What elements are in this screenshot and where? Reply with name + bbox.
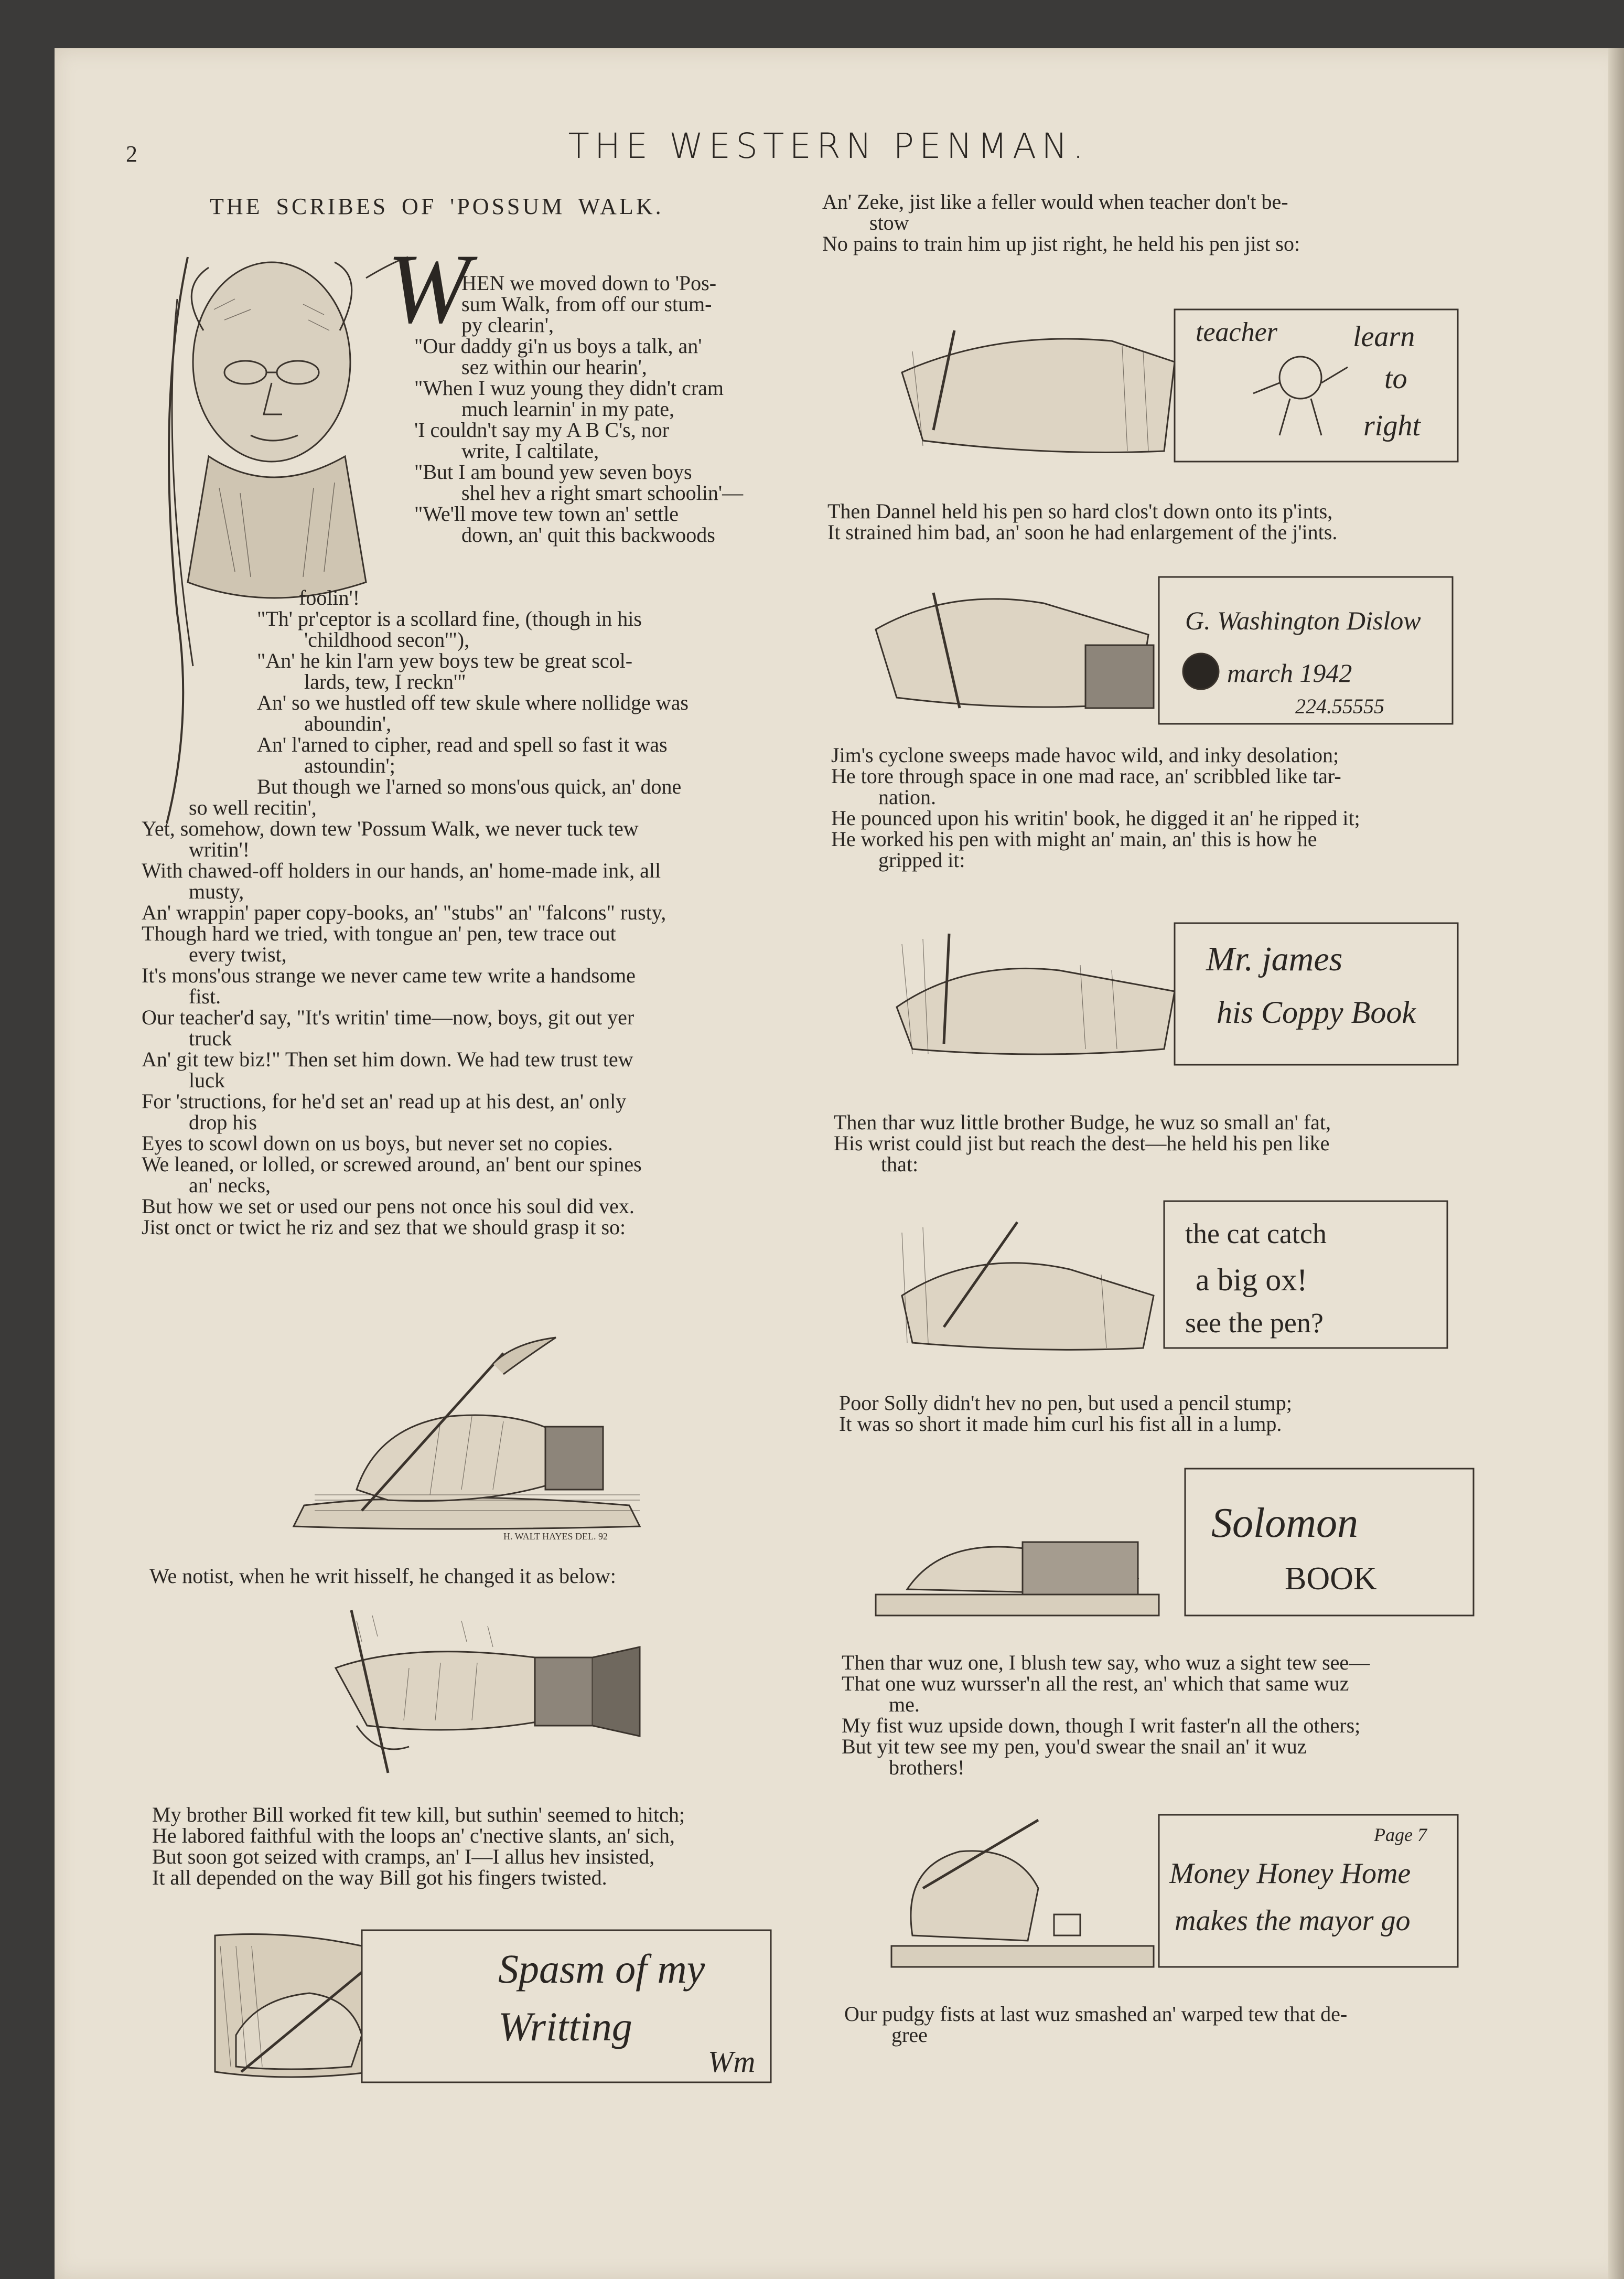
verse-line: an' necks,: [189, 1173, 271, 1197]
zeke-copy-3: to: [1384, 362, 1407, 395]
budge-copy-3: see the pen?: [1185, 1307, 1324, 1339]
zeke-copy-1: teacher: [1196, 317, 1277, 347]
verse-line: truck: [189, 1026, 232, 1050]
verse-line: shel hev a right smart schoolin'—: [461, 481, 744, 505]
verse-line: But soon got seized with cramps, an' I—I allus hev insisted,: [152, 1845, 655, 1868]
verse-line: Though hard we tried, with tongue an' pen, tew trace out: [142, 922, 616, 945]
dannel-verse: [827, 501, 1520, 543]
article-title: THE SCRIBES OF 'POSSUM WALK.: [210, 194, 664, 219]
solly-grip-illustration: [865, 1463, 1484, 1621]
verse-line: fist.: [189, 985, 221, 1008]
me-copy-page: Page 7: [1374, 1824, 1427, 1845]
teacher-own-grip-illustration: [304, 1600, 650, 1799]
jim-grip-illustration: [881, 913, 1468, 1070]
verse-line: My brother Bill worked fit tew kill, but suthin' seemed to hitch;: [152, 1803, 685, 1826]
jim-copy-1: Mr. james: [1206, 940, 1343, 978]
verse-line: Then thar wuz little brother Budge, he wuz so small an' fat,: [834, 1110, 1331, 1134]
verse-line: Then thar wuz one, I blush tew say, who wuz a sight tew see—: [842, 1651, 1370, 1674]
bill-copy-line1: Spasm of my: [498, 1946, 705, 1992]
verse-line: His wrist could jist but reach the dest—he held his pen like: [834, 1131, 1330, 1155]
verse-line: He labored faithful with the loops an' c'nective slants, an' sich,: [152, 1824, 675, 1847]
verse-line: Yet, somehow, down tew 'Possum Walk, we never tuck tew: [142, 817, 639, 840]
pudgy-verse: [844, 2004, 1521, 2046]
verse-line: An' l'arned to cipher, read and spell so fast it was: [257, 733, 668, 756]
left-column-verse: [142, 587, 823, 1238]
verse-line: foolin'!: [299, 586, 360, 609]
verse-line: An' git tew biz!" Then set him down. We had tew trust tew: [142, 1047, 633, 1071]
verse-line: py clearin',: [461, 313, 554, 337]
verse-line: nation.: [878, 785, 936, 809]
verse-line: 'childhood secon'"),: [304, 628, 470, 651]
blush-verse: [842, 1652, 1521, 1778]
verse-line: It was so short it made him curl his fist all in a lump.: [839, 1412, 1282, 1436]
verse-line: But yit tew see my pen, you'd swear the snail an' it wuz: [842, 1735, 1307, 1758]
verse-line: "We'll move tew town an' settle: [414, 502, 679, 526]
verse-line: It all depended on the way Bill got his fingers twisted.: [152, 1866, 607, 1889]
verse-line: It's mons'ous strange we never came tew write a handsome: [142, 964, 636, 987]
verse-line: With chawed-off holders in our hands, an' home-made ink, all: [142, 859, 661, 882]
verse-line: "An' he kin l'arn yew boys tew be great scol-: [257, 649, 633, 672]
dannel-grip-illustration: [865, 572, 1463, 729]
jim-verse: [831, 745, 1523, 871]
verse-line: writin'!: [189, 838, 250, 861]
verse-line: "When I wuz young they didn't cram: [414, 376, 724, 400]
page-edge-shadow: [1608, 48, 1624, 2279]
verse-line: Jim's cyclone sweeps made havoc wild, and inky desolation;: [831, 743, 1339, 767]
verse-line: drop his: [189, 1110, 257, 1134]
verse-line: "Our daddy gi'n us boys a talk, an': [414, 334, 702, 358]
verse-line: stow: [869, 211, 909, 234]
intro-verse: [414, 271, 818, 547]
bill-verse: [152, 1804, 834, 1888]
verse-line: "Th' pr'ceptor is a scollard fine, (though in his: [257, 607, 642, 630]
verse-line: He tore through space in one mad race, an' scribbled like tar-: [831, 764, 1341, 788]
solly-copy-2: BOOK: [1285, 1561, 1377, 1597]
verse-line: Our pudgy fists at last wuz smashed an' warped tew that de-: [844, 2002, 1348, 2026]
dannel-copy-2: march 1942: [1227, 658, 1352, 688]
verse-line: so well recitin',: [189, 796, 317, 819]
verse-line: HEN we moved down to 'Pos-: [461, 271, 717, 295]
budge-verse: [834, 1112, 1521, 1175]
verse-line: sum Walk, from off our stum-: [461, 292, 712, 316]
verse-line: Our teacher'd say, "It's writin' time—now, boys, git out yer: [142, 1005, 634, 1029]
verse-line: But how we set or used our pens not once his soul did vex.: [142, 1194, 634, 1218]
zeke-grip-illustration: [891, 299, 1468, 467]
budge-grip-illustration: [881, 1191, 1458, 1358]
verse-line: me.: [889, 1693, 920, 1716]
verse-line: Jist onct or twict he riz and sez that we should grasp it so:: [142, 1215, 626, 1239]
verse-line: every twist,: [189, 943, 287, 966]
verse-line: He pounced upon his writin' book, he digged it an' he ripped it;: [831, 806, 1360, 830]
verse-line: For 'structions, for he'd set an' read up at his dest, an' only: [142, 1089, 627, 1113]
verse-line: gree: [891, 2023, 928, 2047]
verse-line: "But I am bound yew seven boys: [414, 460, 692, 484]
drop-cap-letter: W: [387, 234, 470, 344]
verse-line: write, I caltilate,: [461, 439, 599, 463]
illustration-signature: H. WALT HAYES DEL. 92: [503, 1531, 608, 1542]
solly-copy-1: Solomon: [1211, 1500, 1358, 1546]
verse-line: An' so we hustled off tew skule where nollidge was: [257, 691, 689, 714]
me-copy-2: makes the mayor go: [1175, 1904, 1411, 1937]
bill-copy-sig: Wm: [708, 2045, 756, 2079]
zeke-verse: [822, 191, 1520, 254]
verse-line: sez within our hearin',: [461, 355, 647, 379]
me-copy-1: Money Honey Home: [1169, 1857, 1411, 1890]
verse-line: My fist wuz upside down, though I writ faster'n all the others;: [842, 1714, 1361, 1737]
verse-line: An' wrappin' paper copy-books, an' "stubs" an' "falcons" rusty,: [142, 901, 666, 924]
verse-line: That one wuz wursser'n all the rest, an' which that same wuz: [842, 1672, 1349, 1695]
verse-line: But though we l'arned so mons'ous quick, an' done: [257, 775, 682, 798]
zeke-copy-2: learn: [1353, 320, 1415, 353]
verse-line: astoundin';: [304, 754, 395, 777]
zeke-copy-4: right: [1363, 410, 1421, 442]
notist-line: We notist, when he writ hisself, he changed it as below:: [149, 1564, 616, 1588]
verse-line: down, an' quit this backwoods: [461, 523, 715, 547]
budge-copy-1: the cat catch: [1185, 1218, 1327, 1249]
verse-line: 'I couldn't say my A B C's, nor: [414, 418, 670, 442]
verse-line: musty,: [189, 880, 244, 903]
verse-line: He worked his pen with might an' main, an' this is how he: [831, 827, 1317, 851]
bill-copy-line2: Writting: [498, 2004, 632, 2049]
bill-writing-illustration: [205, 1914, 781, 2093]
page-number: 2: [126, 141, 137, 167]
verse-line: No pains to train him up jist right, he held his pen jist so:: [822, 232, 1300, 255]
verse-line: aboundin',: [304, 712, 392, 735]
verse-line: It strained him bad, an' soon he had enlargement of the j'ints.: [827, 520, 1338, 544]
verse-line: An' Zeke, jist like a feller would when teacher don't be-: [822, 190, 1288, 213]
verse-line: lards, tew, I reckn'": [304, 670, 466, 693]
verse-line: luck: [189, 1068, 225, 1092]
verse-line: brothers!: [889, 1756, 965, 1779]
teacher-grip-illustration: [283, 1332, 661, 1542]
me-grip-illustration: [881, 1810, 1468, 1972]
verse-line: Eyes to scowl down on us boys, but never set no copies.: [142, 1131, 613, 1155]
budge-copy-2: a big ox!: [1196, 1262, 1308, 1297]
verse-line: Then Dannel held his pen so hard clos't down onto its p'ints,: [827, 499, 1333, 523]
dannel-copy-1: G. Washington Dislow: [1185, 606, 1421, 635]
verse-line: much learnin' in my pate,: [461, 397, 674, 421]
solly-verse: [839, 1393, 1521, 1435]
masthead-title: THE WESTERN PENMAN.: [568, 126, 1089, 166]
jim-copy-2: his Coppy Book: [1217, 995, 1416, 1030]
verse-line: that:: [881, 1152, 919, 1176]
verse-line: We leaned, or lolled, or screwed around, an' bent our spines: [142, 1152, 642, 1176]
dannel-copy-3: 224.55555: [1295, 694, 1384, 718]
verse-line: gripped it:: [878, 848, 965, 872]
verse-line: Poor Solly didn't hev no pen, but used a pencil stump;: [839, 1391, 1292, 1415]
